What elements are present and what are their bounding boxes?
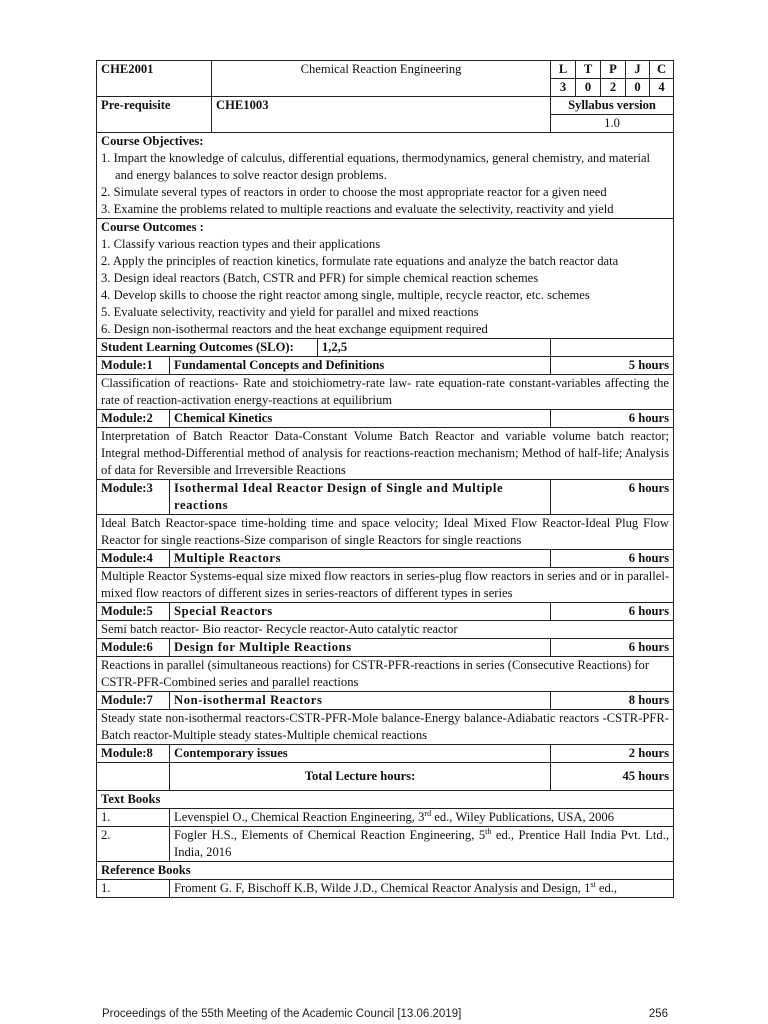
module-content: Semi batch reactor- Bio reactor- Recycle reactor-Auto catalytic reactor xyxy=(97,621,674,639)
course-header-row xyxy=(97,61,674,79)
module-content: Steady state non-isothermal reactors-CSTR-PFR-Mole balance-Energy balance-Adiabatic reactors -CSTR-PFR-Batch reactor-Multiple steady states-Multiple chemical reactions xyxy=(97,710,674,745)
reference-row xyxy=(97,880,674,898)
module-header xyxy=(97,480,674,515)
ltpjc-label: P xyxy=(601,61,626,79)
course-objectives xyxy=(97,133,674,219)
module-title: Isothermal Ideal Reactor Design of Single and Multiple reactions xyxy=(170,480,551,515)
module-label: Module:4 xyxy=(97,550,170,568)
slo-row xyxy=(97,339,674,357)
outcome-item: 3. Design ideal reactors (Batch, CSTR and PFR) for simple chemical reaction schemes xyxy=(101,271,539,285)
outcome-item: 6. Design non-isothermal reactors and the heat exchange equipment required xyxy=(101,322,488,336)
module-title: Chemical Kinetics xyxy=(170,410,551,428)
module-header xyxy=(97,357,674,375)
objectives-title: Course Objectives: xyxy=(101,134,204,148)
module-label: Module:6 xyxy=(97,639,170,657)
ltpjc-value: 3 xyxy=(551,79,576,97)
course-title: Chemical Reaction Engineering xyxy=(212,61,551,97)
total-empty xyxy=(97,763,170,791)
module-title: Special Reactors xyxy=(170,603,551,621)
outcome-item: 5. Evaluate selectivity, reactivity and yield for parallel and mixed reactions xyxy=(101,305,479,319)
prereq-label: Pre-requisite xyxy=(97,97,212,133)
objective-item: 1. Impart the knowledge of calculus, differential equations, thermodynamics, general chemistry, and material and energy balances to solve reactor design problems. xyxy=(101,151,651,182)
ltpjc-value: 4 xyxy=(650,79,674,97)
module-title: Fundamental Concepts and Definitions xyxy=(170,357,551,375)
footer-text: Proceedings of the 55th Meeting of the Academic Council [13.06.2019] xyxy=(102,1008,462,1020)
module-label: Module:1 xyxy=(97,357,170,375)
textbook-entry: Levenspiel O., Chemical Reaction Engineering, 3rd ed., Wiley Publications, USA, 2006 xyxy=(170,809,674,827)
total-label: Total Lecture hours: xyxy=(170,763,551,791)
textbook-entry: Fogler H.S., Elements of Chemical Reaction Engineering, 5th ed., Prentice Hall India Pvt. Ltd., India, 2016 xyxy=(170,827,674,862)
module-hours: 6 hours xyxy=(551,410,674,428)
module-content: Multiple Reactor Systems-equal size mixed flow reactors in series-plug flow reactors in series and or in parallel-mixed flow reactors of different sizes in series-reactors of different types in series xyxy=(97,568,674,603)
objective-item: 3. Examine the problems related to multiple reactions and evaluate the selectivity, reactivity and yield xyxy=(101,202,614,216)
module-title: Design for Multiple Reactions xyxy=(170,639,551,657)
ltpjc-label: J xyxy=(626,61,650,79)
slo-value: 1,2,5 xyxy=(317,339,392,356)
outcomes-row xyxy=(97,219,674,339)
textbook-row xyxy=(97,827,674,862)
module-content: Ideal Batch Reactor-space time-holding time and space velocity; Ideal Mixed Flow Reactor-Ideal Plug Flow Reactor for single reactions-Size comparison of single Reactors for single reactions xyxy=(97,515,674,550)
textbook-row xyxy=(97,809,674,827)
ltpjc-value: 0 xyxy=(576,79,601,97)
prereq-value: CHE1003 xyxy=(212,97,551,133)
module-hours: 6 hours xyxy=(551,480,674,515)
module-hours: 2 hours xyxy=(551,745,674,763)
course-code: CHE2001 xyxy=(97,61,212,97)
module-label: Module:2 xyxy=(97,410,170,428)
slo-cell xyxy=(97,339,551,357)
slo-label: Student Learning Outcomes (SLO): xyxy=(101,340,294,354)
objectives-row xyxy=(97,133,674,219)
total-hours: 45 hours xyxy=(551,763,674,791)
module-header xyxy=(97,745,674,763)
syllabus-version-value: 1.0 xyxy=(551,115,674,133)
module-hours: 6 hours xyxy=(551,603,674,621)
objective-item: 2. Simulate several types of reactors in order to choose the most appropriate reactor for a given need xyxy=(101,185,607,199)
slo-empty xyxy=(551,339,674,357)
module-label: Module:3 xyxy=(97,480,170,515)
prerequisite-row xyxy=(97,97,674,115)
module-header xyxy=(97,639,674,657)
module-content: Reactions in parallel (simultaneous reactions) for CSTR-PFR-reactions in series (Consecutive Reactions) for CSTR-PFR-Combined series and parallel reactions xyxy=(97,657,674,692)
module-header xyxy=(97,550,674,568)
syllabus-table xyxy=(96,60,674,898)
course-outcomes xyxy=(97,219,674,339)
references-title: Reference Books xyxy=(97,862,674,880)
outcome-item: 1. Classify various reaction types and their applications xyxy=(101,237,381,251)
module-header xyxy=(97,603,674,621)
total-row xyxy=(97,763,674,791)
textbook-num: 1. xyxy=(97,809,170,827)
ltpjc-label: L xyxy=(551,61,576,79)
module-content: Classification of reactions- Rate and stoichiometry-rate law- rate equation-rate constant-variables affecting the rate of reaction-activation energy-reactions at equilibrium xyxy=(97,375,674,410)
module-content: Interpretation of Batch Reactor Data-Constant Volume Batch Reactor and variable volume batch reactor; Integral method-Differential method of analysis for reactions-reaction mechanism; Method of half-life; Analysis of data for Reversible and Irreversible Reactions xyxy=(97,428,674,480)
module-title: Multiple Reactors xyxy=(170,550,551,568)
textbook-num: 2. xyxy=(97,827,170,862)
textbooks-title: Text Books xyxy=(97,791,674,809)
module-label: Module:7 xyxy=(97,692,170,710)
module-hours: 8 hours xyxy=(551,692,674,710)
module-hours: 6 hours xyxy=(551,550,674,568)
module-header xyxy=(97,410,674,428)
page-footer xyxy=(102,1008,668,1020)
page-number: 256 xyxy=(648,1008,668,1020)
syllabus-version-label: Syllabus version xyxy=(551,97,674,115)
ltpjc-label: T xyxy=(576,61,601,79)
ltpjc-label: C xyxy=(650,61,674,79)
reference-num: 1. xyxy=(97,880,170,898)
outcomes-title: Course Outcomes : xyxy=(101,220,204,234)
syllabus-page xyxy=(96,60,673,898)
reference-entry: Froment G. F, Bischoff K.B, Wilde J.D., Chemical Reactor Analysis and Design, 1st ed., xyxy=(170,880,674,898)
ltpjc-value: 2 xyxy=(601,79,626,97)
outcome-item: 2. Apply the principles of reaction kinetics, formulate rate equations and analyze the batch reactor data xyxy=(101,254,619,268)
ltpjc-value: 0 xyxy=(626,79,650,97)
module-title: Contemporary issues xyxy=(170,745,551,763)
module-hours: 5 hours xyxy=(551,357,674,375)
module-label: Module:8 xyxy=(97,745,170,763)
module-hours: 6 hours xyxy=(551,639,674,657)
module-title: Non-isothermal Reactors xyxy=(170,692,551,710)
outcome-item: 4. Develop skills to choose the right reactor among single, multiple, recycle reactor, etc. schemes xyxy=(101,288,590,302)
module-label: Module:5 xyxy=(97,603,170,621)
module-header xyxy=(97,692,674,710)
